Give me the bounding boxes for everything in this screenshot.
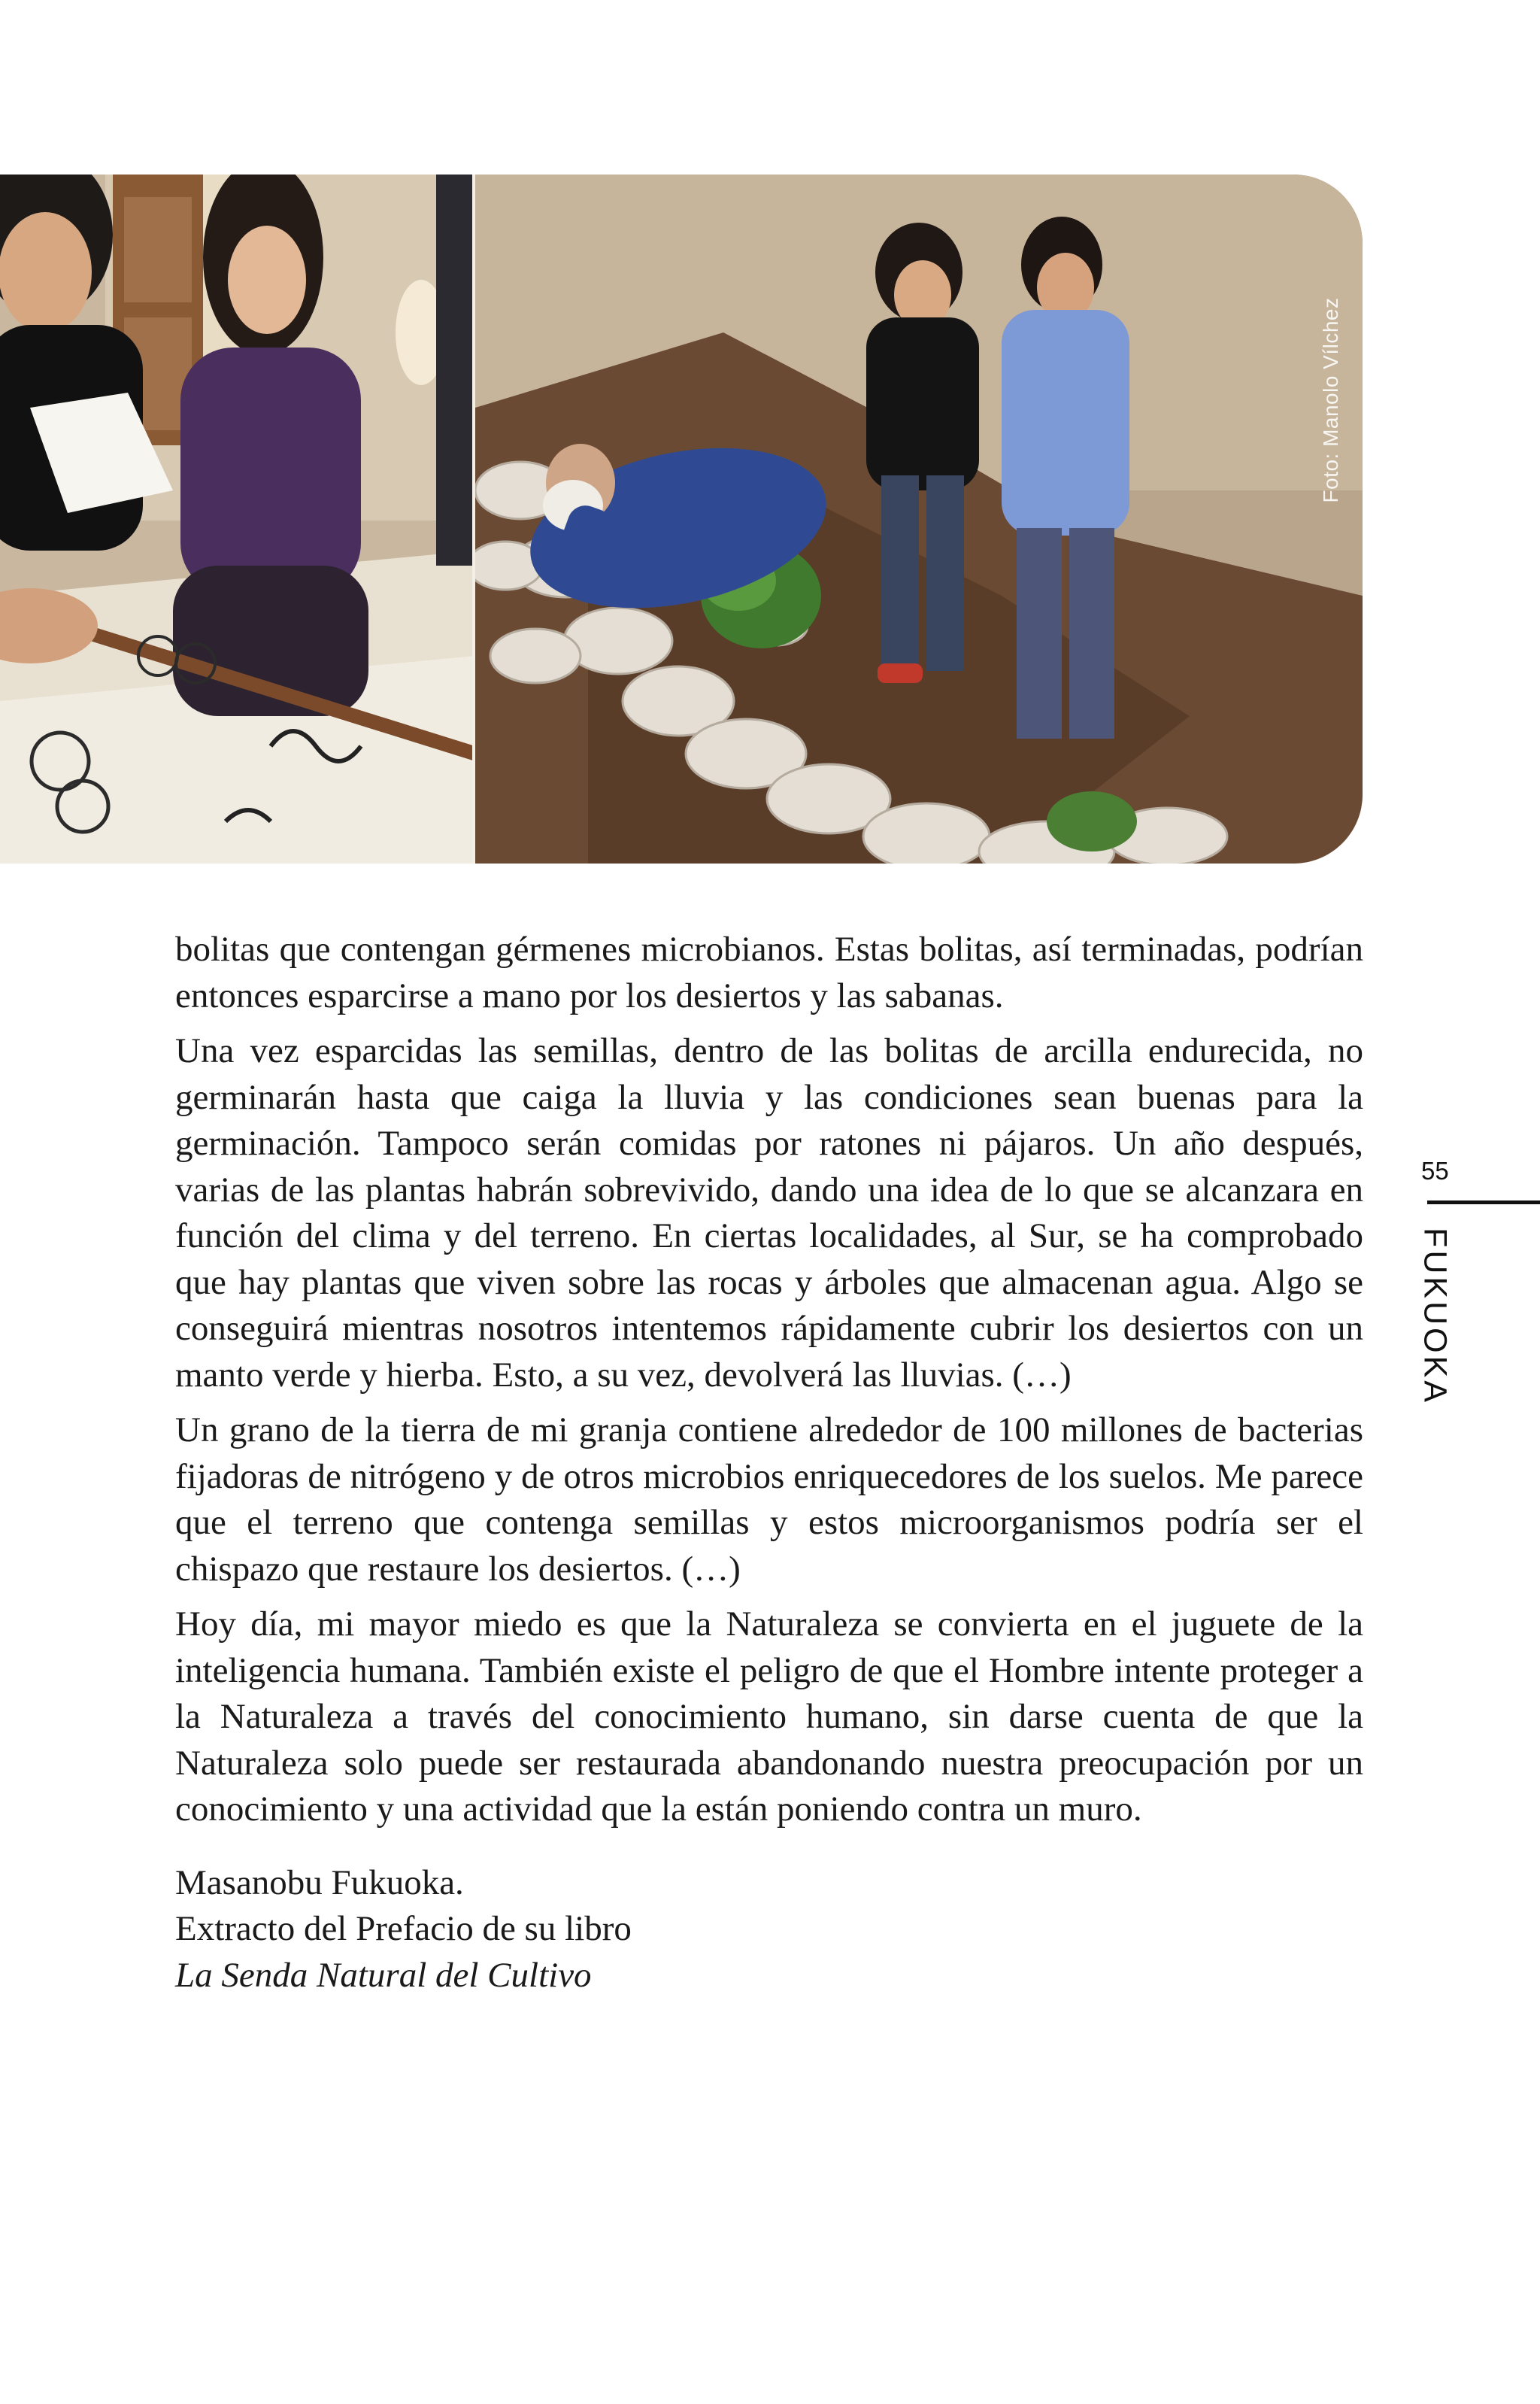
garden-photo-image [475,175,1363,864]
paragraph-3: Un grano de la tierra de mi granja contiene alrededor de 100 millones de bacterias fijadoras de nitrógeno y de otros microbios enriquecedores de los suelos. Me parece que el terreno que contenga semillas y estos microorganismos podría ser el chispazo que restaure los desiertos. (…) [175,1410,1363,1589]
page-number: 55 [1421,1157,1449,1185]
article-body [175,927,1363,1999]
workshop-photo [0,175,475,864]
side-rule [1427,1200,1540,1204]
chapter-label: FUKUOKA [1417,1228,1454,1405]
paragraph-1: bolitas que contengan gérmenes microbianos. Estas bolitas, así terminadas, podrían entonces esparcirse a mano por los desiertos y las sabanas. [175,930,1363,1015]
paragraph-2: Una vez esparcidas las semillas, dentro de las bolitas de arcilla endurecida, no germinarán hasta que caiga la lluvia y las condiciones sean buenas para la germinación. Tampoco serán comidas por ratones ni pájaros. Un año después, varias de las plantas habrán sobrevivido, dando una idea de lo que se alcanzara en función del clima y del terreno. En ciertas localidades, al Sur, se ha comprobado que hay plantas que viven sobre las rocas y árboles que almacenan agua. Algo se conseguirá mientras nosotros intentemos rápidamente cubrir los desiertos con un manto verde y hierba. Esto, a su vez, devolverá las lluvias. (…) [175,1031,1363,1395]
book-title: La Senda Natural del Cultivo [175,1955,592,1995]
paragraph-4: Hoy día, mi mayor miedo es que la Naturaleza se convierta en el juguete de la inteligencia humana. También existe el peligro de que el Hombre intente proteger a la Naturaleza a través del conocimiento humano, sin darse cuenta de que la Naturaleza solo puede ser restaurada abandonando nuestra preocupación por un conocimiento y una actividad que la están poniendo contra un muro. [175,1604,1363,1829]
signature-block [175,1860,1363,1999]
garden-photo [475,175,1363,864]
author-name: Masanobu Fukuoka. [175,1862,464,1902]
workshop-photo-image [0,175,475,864]
source-line: Extracto del Prefacio de su libro [175,1909,632,1948]
photo-strip [0,175,1363,864]
photo-credit: Foto: Manolo Vílchez [1319,297,1342,503]
